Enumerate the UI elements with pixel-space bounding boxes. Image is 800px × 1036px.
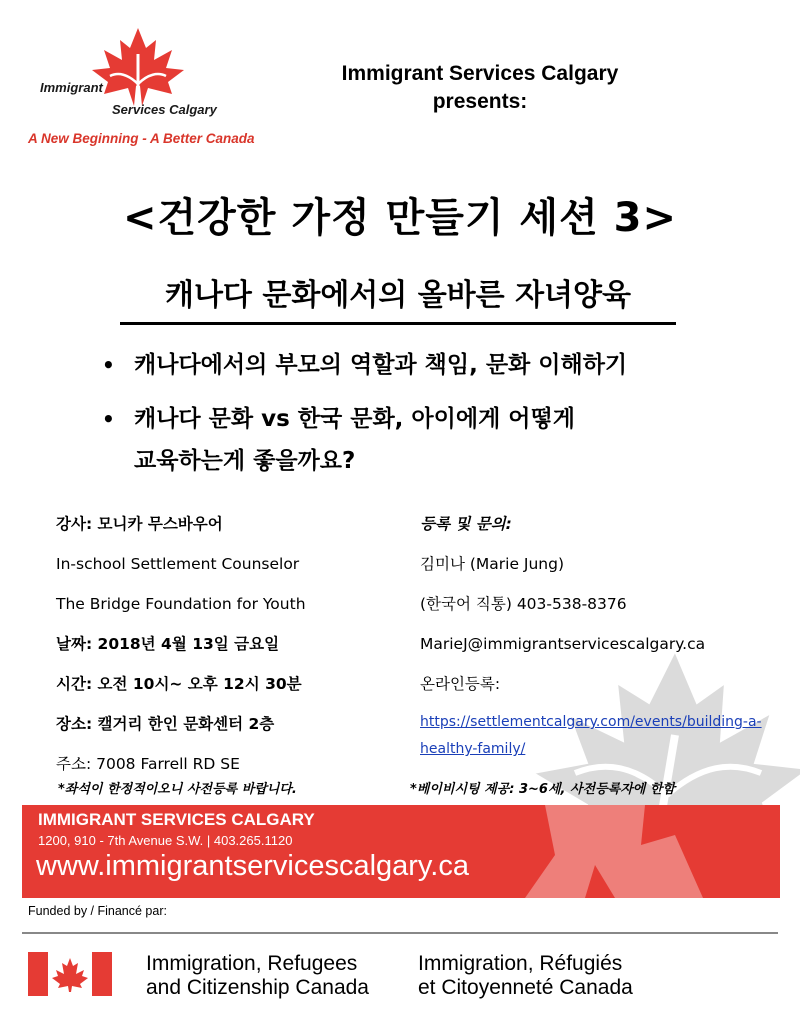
instructor-text: 강사: 모니카 무스바우어 — [56, 515, 223, 533]
babysitting-note: *베이비시팅 제공: 3~6세, 사전등록자에 한함 — [410, 782, 675, 797]
seating-note: *좌석이 한정적이오니 사전등록 바랍니다. — [58, 782, 297, 797]
registration-info — [420, 508, 790, 762]
registration-title: 등록 및 문의: — [420, 515, 512, 533]
topic-text-2-continued: 교육하는게 좋을까요? — [134, 448, 356, 474]
presenter-line-1: Immigrant Services Calgary — [341, 62, 619, 85]
topic-item-2 — [100, 392, 740, 446]
instructor-role: In-school Settlement Counselor — [56, 555, 300, 573]
gov-en-line-1: Immigration, Refugees — [146, 952, 358, 975]
funded-by-label: Funded by / Financé par: — [28, 904, 167, 918]
instructor-organization: The Bridge Foundation for Youth — [56, 595, 306, 613]
bullet-icon: • — [102, 407, 115, 431]
contact-phone: (한국어 직통) 403-538-8376 — [420, 595, 627, 613]
contact-email[interactable]: MarieJ@immigrantservicescalgary.ca — [420, 635, 706, 653]
topic-text-2: 캐나다 문화 vs 한국 문화, 아이에게 어떻게 — [134, 406, 575, 432]
event-date: 날짜: 2018년 4월 13일 금요일 — [56, 635, 280, 653]
gov-fr-line-1: Immigration, Réfugiés — [418, 952, 623, 975]
event-time: 시간: 오전 10시~ 오후 12시 30분 — [56, 675, 302, 693]
online-registration-label: 온라인등록: — [420, 675, 501, 693]
government-name-english — [146, 952, 369, 1000]
banner-website[interactable]: www.immigrantservicescalgary.ca — [36, 850, 469, 882]
topic-text-1: 캐나다에서의 부모의 역할과 책임, 문화 이해하기 — [134, 352, 628, 378]
contact-name: 김미나 (Marie Jung) — [420, 555, 565, 573]
banner-organization-name: IMMIGRANT SERVICES CALGARY — [38, 810, 315, 829]
page-subtitle: 캐나다 문화에서의 올바른 자녀양육 — [120, 270, 676, 325]
gov-en-line-2: and Citizenship Canada — [146, 976, 369, 999]
online-registration-link-wrapper — [420, 708, 770, 762]
topic-item-1 — [100, 338, 740, 392]
presenter-heading — [320, 60, 640, 116]
presenter-line-2: presents: — [432, 90, 528, 113]
banner-leaf-overlay-icon — [525, 805, 780, 898]
footer-divider — [22, 932, 778, 934]
gov-fr-line-2: et Citoyenneté Canada — [418, 976, 633, 999]
logo-text-immigrant: Immigrant — [40, 80, 103, 95]
bullet-icon: • — [102, 353, 115, 377]
event-venue: 장소: 캘거리 한인 문화센터 2층 — [56, 715, 275, 733]
online-registration-link[interactable]: https://settlementcalgary.com/events/building-a-healthy-family/ — [420, 714, 762, 757]
government-name-french — [418, 952, 633, 1000]
event-details — [56, 508, 386, 788]
page-title: <건강한 가정 만들기 세션 3> — [123, 195, 677, 241]
canada-flag-icon — [28, 952, 112, 996]
logo-tagline: A New Beginning - A Better Canada — [28, 131, 255, 146]
logo-text-services-calgary: Services Calgary — [112, 102, 217, 117]
event-address: 주소: 7008 Farrell RD SE — [56, 755, 240, 773]
topic-list — [100, 338, 740, 488]
banner-address: 1200, 910 - 7th Avenue S.W. | 403.265.1120 — [38, 833, 293, 848]
